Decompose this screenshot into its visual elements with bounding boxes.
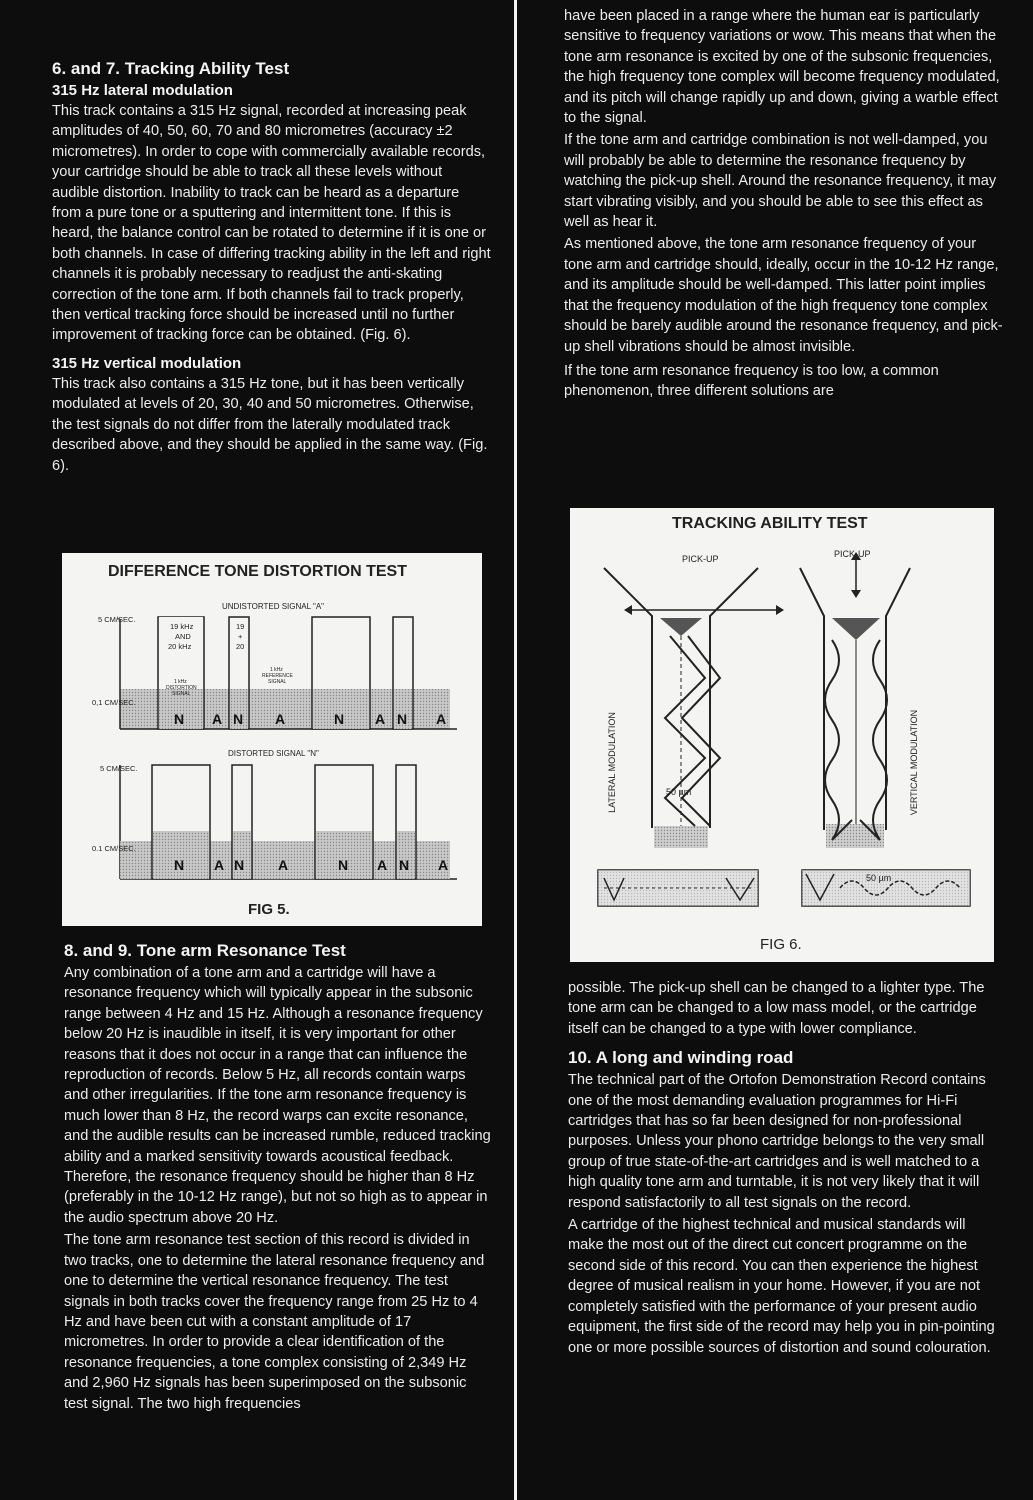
subheading-vertical: 315 Hz vertical modulation — [52, 354, 242, 372]
section-heading-resonance: 8. and 9. Tone arm Resonance Test — [64, 941, 346, 960]
paragraph-realism: A cartridge of the highest technical and musical standards will make the most out of the direct cut concert programme on the second side of this record. You can then experience the highest degree of musical realism in your home. However, if you are not completely satisfied with the performance of your present audio equipment, the first side of the record may help you in pin-pointing one or more possible sources of distortion and sound colouration. — [568, 1217, 995, 1356]
fig5-row1-a1: A — [212, 711, 223, 727]
paragraph-lateral: This track contains a 315 Hz signal, recorded at increasing peak amplitudes of 40, 50, 60, 70 and 80 micrometres (accuracy ±2 micrometres). In order to cope with commercially available records, your cartridge should be able to track all these levels without audible distortion. Inability to track can be heard as a departure from a pure tone or a sputtering and intermittent tone. If this is heard, the balance control can be rotated to determine if it is one or both channels. In case of differing tracking ability in the left and right channels it is probably necessary to readjust the anti-skating correction of the tone arm. If both channels fail to track properly, then vertical tracking force should be increased until no further improvement of tracking force can be obtained. (Fig. 6). — [52, 103, 491, 344]
paragraph-resonance-1: Any combination of a tone arm and a cartridge will have a resonance frequency which will typically appear in the subsonic range between 4 Hz and 15 Hz. Although a resonance frequency below 20 Hz is inaudible in itself, it is very important for other reasons that it does not occur in a range that can influence the reproduction of records. Below 5 Hz, all records contain warps and other irregularities. If the tone arm resonance frequency is much lower than 8 Hz, the record warps can excite resonance, and the audible results can be increased rumble, reduced tracking ability and a marked sensitivity towards acoustical feedback. Therefore, the resonance frequency should be higher than 8 Hz (preferably in the 10-12 Hz range), but not so high as to appear in the audio spectrum above 20 Hz. — [64, 965, 491, 1226]
fig5-y-high-label-2: 5 CM/SEC. — [100, 764, 138, 773]
fig5-row1-a3: A — [375, 711, 386, 727]
left-column-lower — [64, 940, 492, 1422]
fig5-label-19: 19 — [236, 622, 245, 631]
paragraph-vertical: This track also contains a 315 Hz tone, but it has been vertically modulated at levels of 20, 30, 40 and 50 micrometres. Otherwise, the test signals do not differ from the laterally modulated track described above, and they should be applied in the same way. (Fig. 6). — [52, 375, 488, 474]
fig6-vertical-label: VERTICAL MODULATION — [909, 709, 920, 816]
figure-tracking-ability — [570, 508, 994, 962]
fig6-pickup-left: PICK-UP — [682, 554, 719, 564]
fig5-undistorted-label: UNDISTORTED SIGNAL "A" — [222, 602, 324, 611]
fig6-um-left: 50 µm — [666, 787, 692, 797]
fig6-title: TRACKING ABILITY TEST — [672, 515, 868, 532]
fig5-row2-a2: A — [278, 857, 289, 873]
fig5-label-plus: + — [238, 632, 243, 641]
fig5-label-ref-signal: SIGNAL — [268, 679, 287, 685]
section-heading-tracking: 6. and 7. Tracking Ability Test — [52, 59, 290, 78]
fig5-row1-n1: N — [174, 711, 185, 727]
fig5-y-low-label-2: 0.1 CM/SEC. — [92, 844, 136, 853]
paragraph-solutions: possible. The pick-up shell can be changed to a lighter type. The tone arm can be changed to a low mass model, or the cartridge itself can be changed to a type with lower compliance. — [568, 980, 985, 1037]
paragraph-too-low: If the tone arm resonance frequency is too low, a common phenomenon, three different solutions are — [564, 362, 939, 400]
fig5-label-distortion: DISTORTION — [166, 685, 197, 691]
fig5-label-reference: REFERENCE — [262, 673, 293, 679]
fig5-y-low-label: 0,1 CM/SEC. — [92, 698, 136, 707]
fig5-row2-n3: N — [338, 857, 349, 873]
fig5-row1-a2: A — [275, 711, 286, 727]
fig5-distorted-label: DISTORTED SIGNAL "N" — [228, 749, 319, 758]
subheading-lateral: 315 Hz lateral modulation — [52, 82, 233, 99]
section-heading-winding-road: 10. A long and winding road — [568, 1048, 794, 1068]
fig5-row1-n3: N — [334, 711, 345, 727]
fig5-caption: FIG 5. — [248, 901, 290, 918]
fig5-row1-n2: N — [233, 711, 244, 727]
fig5-row2-n2: N — [234, 857, 245, 873]
fig5-row2-n1: N — [174, 857, 185, 873]
fig5-row1-a4: A — [436, 711, 447, 727]
fig5-title: DIFFERENCE TONE DISTORTION TEST — [108, 563, 407, 580]
paragraph-damping: If the tone arm and cartridge combination is not well-damped, you will probably be able to determine the resonance frequency by watching the pick-up shell. Around the resonance frequency, it may start vibrating visibly, and you should be able to see this effect as well as hear it. — [564, 132, 997, 231]
fig6-um-right: 50 µm — [866, 873, 892, 883]
fig5-label-1khz: 1 kHz — [174, 679, 187, 685]
fig5-label-20: 20 — [236, 642, 245, 651]
left-column — [52, 58, 492, 484]
paragraph-resonance-2: The tone arm resonance test section of this record is divided in two tracks, one to determine the lateral resonance frequency and one to determine the vertical resonance frequency. The test signals in both tracks cover the frequency range from 25 Hz to 4 Hz and have been cut with a constant amplitude of 17 micrometres. In order to provide a clear identification of the resonance frequencies, a tone complex consisting of 2,349 Hz and 2,960 Hz signals has been superimposed on the subsonic test signal. The two high frequencies — [64, 1232, 485, 1412]
fig5-row2-n4: N — [399, 857, 410, 873]
fig6-pickup-right: PICK-UP — [834, 549, 871, 559]
figure-difference-tone — [62, 553, 482, 926]
fig5-row2-a3: A — [377, 857, 388, 873]
fig5-y-high-label: 5 CM/SEC. — [98, 615, 136, 624]
fig5-label-1khz-ref: 1 kHz — [270, 667, 283, 673]
fig6-lateral-label: LATERAL MODULATION — [606, 712, 617, 813]
fig5-label-19khz: 19 kHz — [170, 622, 194, 631]
paragraph-demanding: The technical part of the Ortofon Demonstration Record contains one of the most demanding evaluation programmes for Hi-Fi cartridges that has so far been designed for non-professional purposes. Unless your phono cartridge belongs to the very small group of true state-of-the-art cartridges and is well matched to a high quality tone arm and turntable, it is not very likely that it will respond satisfactorily to all test signals on the record. — [568, 1072, 986, 1211]
column-divider — [514, 0, 517, 1500]
paragraph-warble: have been placed in a range where the human ear is particularly sensitive to frequency variations or wow. This means that when the tone arm resonance is excited by one of the subsonic frequencies, the high frequency tone complex will become frequency modulated, and its pitch will change rapidly up and down, giving a warble effect to the signal. — [564, 8, 1000, 127]
fig5-row1-n4: N — [397, 711, 408, 727]
fig5-label-20khz: 20 kHz — [168, 642, 192, 651]
fig5-label-and: AND — [175, 632, 191, 641]
fig5-label-signal: SIGNAL — [172, 691, 191, 697]
fig6-caption: FIG 6. — [760, 936, 802, 953]
right-column-lower — [568, 978, 1004, 1366]
fig5-row2-a1: A — [214, 857, 225, 873]
right-column — [564, 6, 1004, 410]
paragraph-ideal-range: As mentioned above, the tone arm resonance frequency of your tone arm and cartridge should, ideally, occur in the 10-12 Hz range, and its amplitude should be well-damped. This latter point implies that the frequency modulation of the high frequency tone complex should be barely audible around the resonance frequency, and pick-up shell vibrations should be almost invisible. — [564, 236, 1003, 355]
fig5-row2-a4: A — [438, 857, 449, 873]
fig6-graphic — [570, 508, 994, 962]
